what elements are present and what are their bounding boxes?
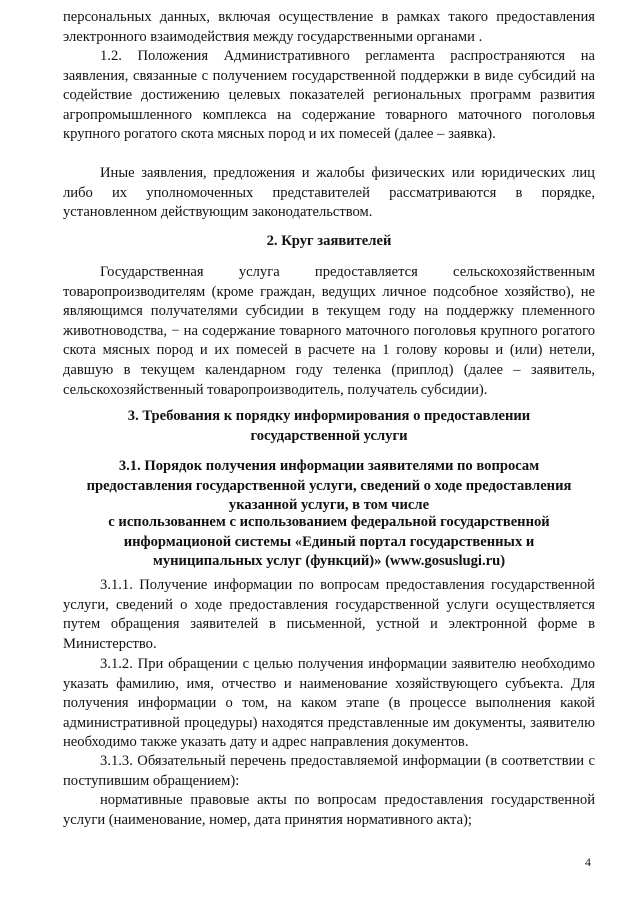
paragraph-3-1-1: 3.1.1. Получение информации по вопросам предоставления государственной услуги, сведений о ходе предоставления государственной услуги осуществляется путем обращения заявителей в письменной, устной и электронной форме в Министерство. [63, 577, 595, 652]
paragraph-3-1-2: 3.1.2. При обращении с целью получения информации заявителю необходимо указать фамилию, имя, отчество и наименование хозяйствующего субъекта. Для получения информации о том, на каком этапе (в процессе выполнения какой административной процедуры) находятся представленные им документы, заявителю необходимо также указать дату и адрес направления документов. [63, 656, 595, 751]
subsection-heading-3-1: 3.1. Порядок получения информации заявителями по вопросам предоставления государственной услуги, сведений о ходе предоставления указанной услуги, в том числе [86, 458, 572, 514]
section-heading-2: 2. Круг заявителей [266, 233, 392, 249]
paragraph-normative-acts: нормативные правовые акты по вопросам предоставления государственной услуги (наименование, номер, дата принятия нормативного акта); [63, 792, 595, 828]
paragraph-3-1-3: 3.1.3. Обязательный перечень предоставляемой информации (в соответствии с поступившим обращением): [63, 753, 595, 789]
subsection-heading-3-1-cont: с использованнем с использованием федеральной государственной информационой системы «Единый портал государственных и муниципальных услуг (функций)» (www.gosuslugi.ru) [108, 514, 550, 570]
paragraph-applicants: Государственная услуга предоставляется сельскохозяйственным товаропроизводителям (кроме граждан, ведущих личное подсобное хозяйство), не являющимся получателями субсидии в текущем году на поддержку племенного животноводства, − на содержание товарного маточного поголовья крупного рогатого скота мясных пород и их помесей в расчете на 1 голову коровы и (или) нетели, давшую в текущем календарном году теленка (приплод) (далее – заявитель, сельскохозяйственный товаропроизводитель, получатель субсидии). [63, 264, 595, 398]
page-number: 4 [585, 855, 591, 869]
paragraph-1-2: 1.2. Положения Административного регламента распространяются на заявления, связанные с получением государственной поддержки в виде субсидий на содействие достижению целевых показателей региональных программ развития агропромышленного комплекса на содержание товарного маточного поголовья крупного рогатого скота мясных пород и их помесей (далее – заявка). [63, 48, 595, 143]
paragraph-continuation: персональных данных, включая осуществление в рамках такого предоставления электронного взаимодействия между государственными органами . [63, 9, 595, 45]
paragraph-other-applications: Иные заявления, предложения и жалобы физических или юридических лиц либо их уполномоченных представителей рассматриваются в порядке, установленном действующим законодательством. [63, 165, 595, 221]
section-heading-3: 3. Требования к порядку информирования о предоставлении государственной услуги [127, 408, 531, 444]
